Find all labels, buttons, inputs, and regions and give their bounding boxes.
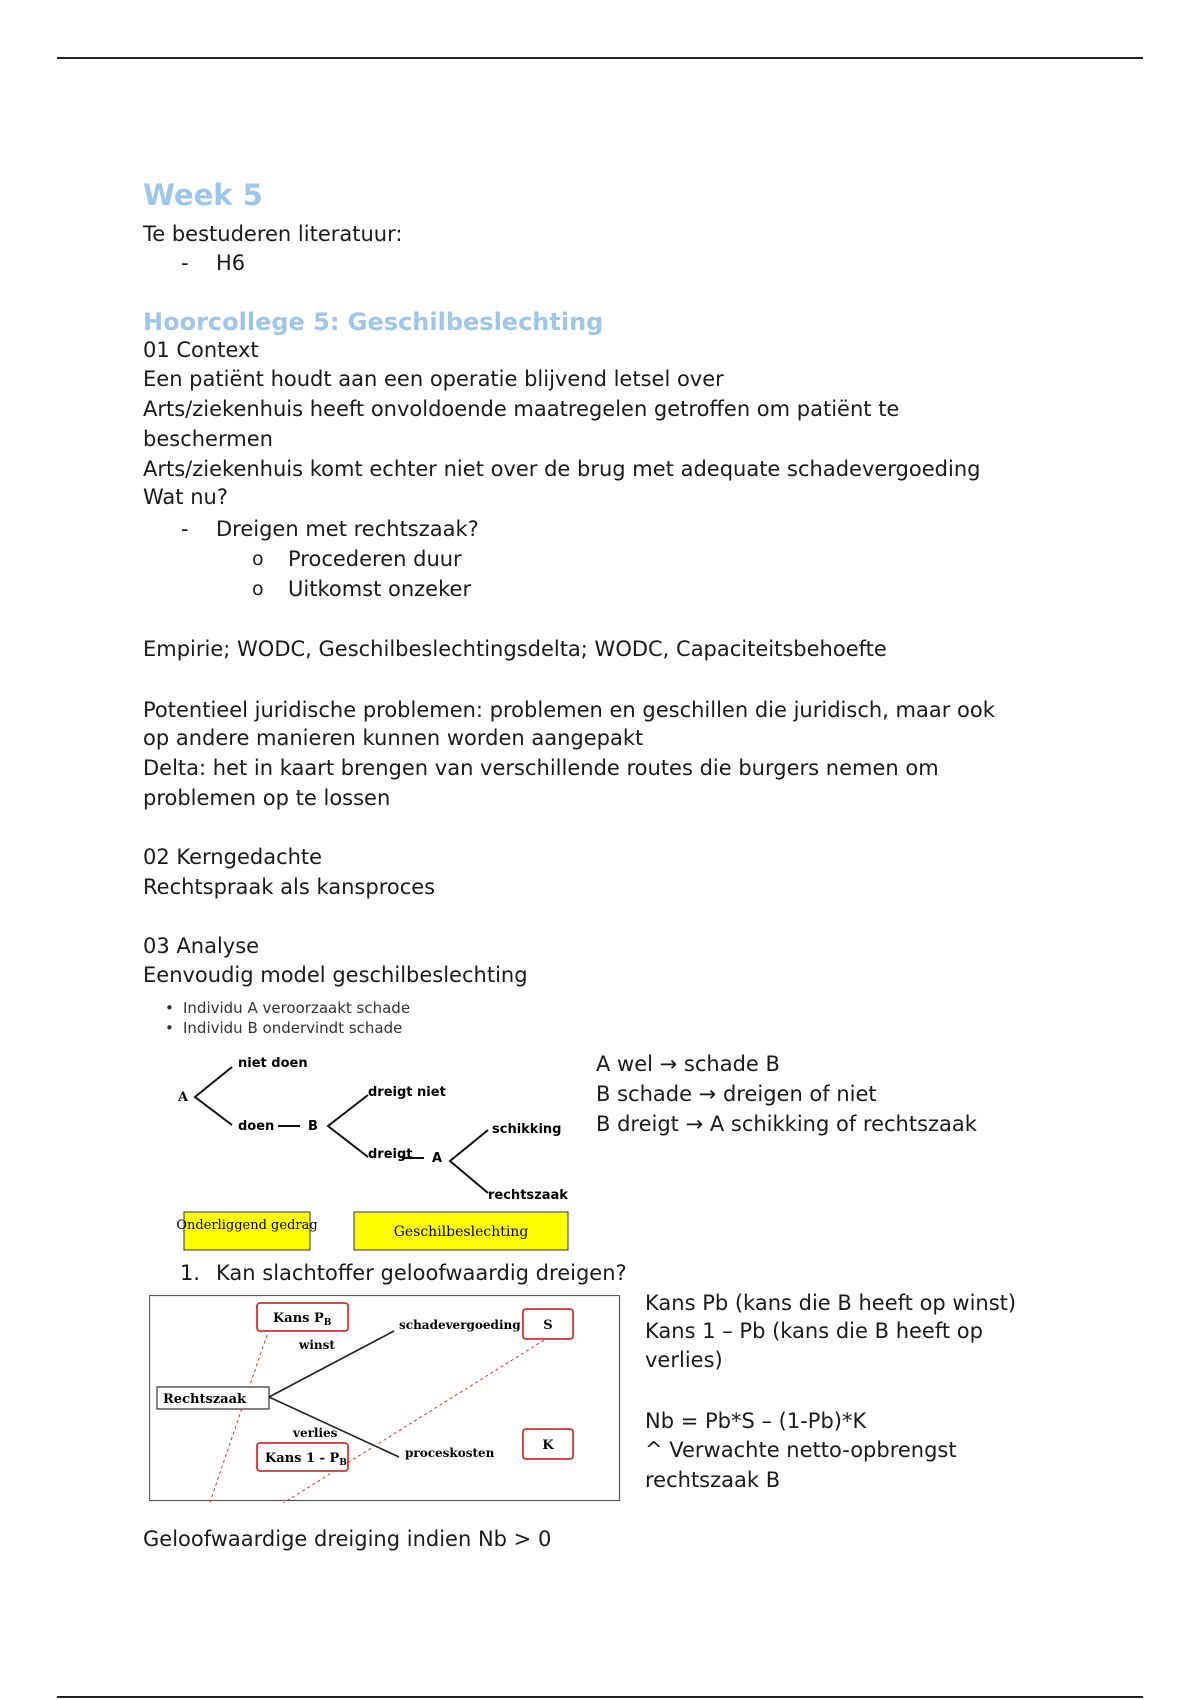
tree-label-dreigt: dreigt — [368, 1147, 413, 1162]
small-bullet-item: • Individu A veroorzaakt schade — [165, 999, 411, 1017]
context-heading: 01 Context — [143, 338, 259, 362]
small-bullet-item: • Individu B ondervindt schade — [165, 1019, 403, 1037]
tree-note: A wel → schade B — [596, 1052, 780, 1076]
circle-bullet: o — [252, 578, 264, 600]
node-rechtszaak-label: Rechtszaak — [163, 1392, 247, 1407]
tree-label-dreigt-niet: dreigt niet — [368, 1085, 446, 1100]
potentieel-line: op andere manieren kunnen worden aangepakt — [143, 726, 644, 750]
label-winst: winst — [299, 1338, 335, 1352]
context-line: Arts/ziekenhuis komt echter niet over de brug met adequate schadevergoeding — [143, 457, 981, 481]
bottom-rule — [57, 1696, 1143, 1698]
decision-note: rechtszaak B — [645, 1468, 781, 1492]
dash-bullet: - — [181, 517, 189, 541]
sub-item: Procederen duur — [288, 547, 462, 571]
tree-label-schikking: schikking — [492, 1122, 562, 1137]
tree-note: B dreigt → A schikking of rechtszaak — [596, 1112, 977, 1136]
context-line: Een patiënt houdt aan een operatie blijvend letsel over — [143, 367, 724, 391]
box-k-label: K — [542, 1438, 554, 1453]
box-kans-win-label: Kans $P_B$ — [273, 1311, 332, 1328]
formula: Nb = Pb*S – (1-Pb)*K — [645, 1409, 867, 1433]
analyse-subtitle: Eenvoudig model geschilbeslechting — [143, 963, 528, 987]
decision-note: ^ Verwachte netto-opbrengst — [645, 1438, 957, 1462]
tree-node-a2: A — [432, 1151, 443, 1166]
study-item: H6 — [216, 251, 246, 275]
study-bullet: - — [181, 251, 189, 275]
tree-node-a: A — [178, 1090, 189, 1105]
potentieel-line: Potentieel juridische problemen: problemen en geschillen die juridisch, maar ook — [143, 698, 995, 722]
box-geschilbeslechting-label: Geschilbeslechting — [393, 1224, 529, 1240]
tree-label-niet-doen: niet doen — [238, 1056, 308, 1071]
decision-diagram — [149, 1295, 621, 1503]
empirie-line: Empirie; WODC, Geschilbeslechtingsdelta; WODC, Capaciteitsbehoefte — [143, 637, 887, 661]
game-tree-diagram — [170, 1045, 590, 1255]
top-rule — [57, 57, 1143, 59]
tree-label-rechtszaak: rechtszaak — [488, 1188, 568, 1203]
decision-note: Kans Pb (kans die B heeft op winst) — [645, 1291, 1017, 1315]
tree-label-doen: doen — [238, 1119, 275, 1134]
box-s-label: S — [543, 1318, 553, 1333]
box-onderliggend-label: Onderliggend gedrag — [176, 1218, 318, 1233]
dash-item: Dreigen met rechtszaak? — [216, 517, 479, 541]
circle-bullet: o — [252, 548, 264, 570]
context-line: Wat nu? — [143, 485, 228, 509]
decision-note: Kans 1 – Pb (kans die B heeft op — [645, 1319, 983, 1343]
lecture-title: Hoorcollege 5: Geschilbeslechting — [143, 308, 604, 336]
conclusion-line: Geloofwaardige dreiging indien Nb > 0 — [143, 1527, 552, 1551]
label-verlies: verlies — [293, 1426, 338, 1440]
tree-node-b: B — [308, 1119, 318, 1134]
context-line: Arts/ziekenhuis heeft onvoldoende maatregelen getroffen om patiënt te — [143, 397, 900, 421]
context-line: beschermen — [143, 427, 273, 451]
sub-item: Uitkomst onzeker — [288, 577, 472, 601]
page-title: Week 5 — [143, 178, 263, 212]
analyse-heading: 03 Analyse — [143, 934, 260, 958]
tree-note: B schade → dreigen of niet — [596, 1082, 877, 1106]
question-text: Kan slachtoffer geloofwaardig dreigen? — [216, 1261, 627, 1285]
kern-heading: 02 Kerngedachte — [143, 845, 323, 869]
potentieel-line: Delta: het in kaart brengen van verschillende routes die burgers nemen om — [143, 756, 939, 780]
label-proceskosten: proceskosten — [405, 1446, 495, 1460]
study-label: Te bestuderen literatuur: — [143, 222, 403, 246]
kern-text: Rechtspraak als kansproces — [143, 875, 436, 899]
potentieel-line: problemen op te lossen — [143, 786, 391, 810]
question-number: 1. — [180, 1261, 201, 1285]
label-schadevergoeding: schadevergoeding — [399, 1318, 521, 1332]
box-kans-loss-label: Kans $1 - P_B$ — [265, 1451, 347, 1468]
decision-note: verlies) — [645, 1348, 723, 1372]
